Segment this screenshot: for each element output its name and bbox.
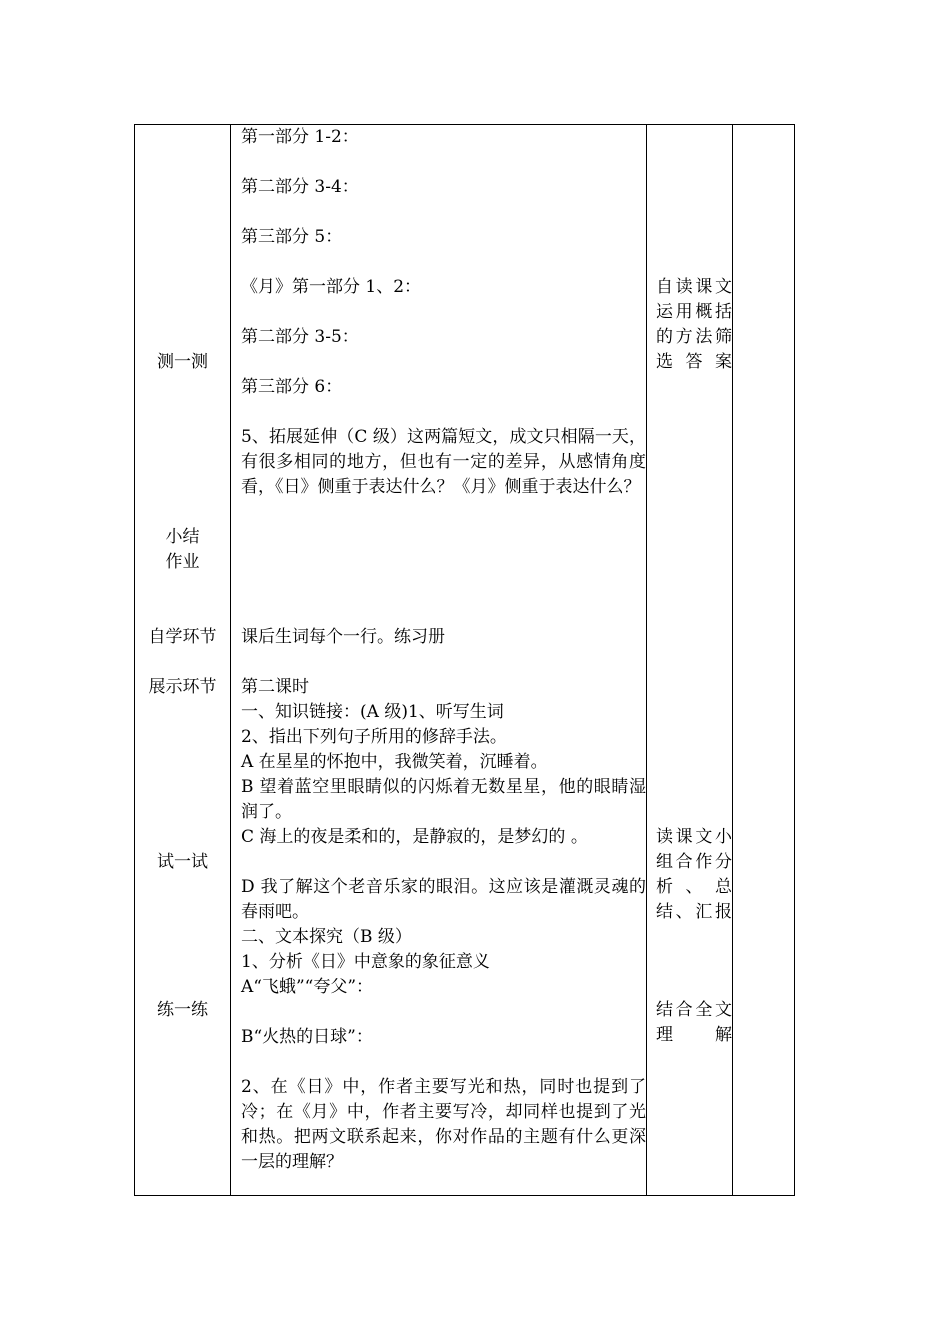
inquiry-task-2: 2、在《日》中，作者主要写光和热，同时也提到了冷；在《月》中，作者主要写冷，却同样也提到了光和热。把两文联系起来，你对作品的主题有什么更深一层的理解？ — [241, 1077, 646, 1172]
part-2: 第二部分 3-4： — [241, 177, 359, 197]
method-2-text: 读课文小组合作分析、总结、汇报 — [656, 827, 732, 922]
homework-text: 课后生词每个一行。练习册 — [241, 627, 445, 647]
question-5: 5、拓展延伸（C 级）这两篇短文，成文只相隔一天，有很多相同的地方，但也有一定的差异，从感情角度看，《日》侧重于表达什么？《月》侧重于表达什么？ — [241, 427, 646, 497]
yue-part-3: 第三部分 6： — [241, 377, 343, 397]
text-inquiry-heading: 二、文本探究（B 级） — [241, 927, 412, 947]
yue-part-2: 第二部分 3-5： — [241, 327, 359, 347]
lesson-plan-table — [134, 124, 795, 1196]
column-divider — [230, 125, 231, 1195]
sentence-d: D 我了解这个老音乐家的眼泪。这应该是灌溉灵魂的春雨吧。 — [241, 877, 646, 922]
column-divider — [646, 125, 647, 1195]
column-divider — [732, 125, 733, 1195]
sentence-b: B 望着蓝空里眼睛似的闪烁着无数星星，他的眼睛湿润了。 — [241, 777, 646, 822]
method-1 — [656, 275, 732, 375]
sentence-c: C 海上的夜是柔和的，是静寂的，是梦幻的 。 — [241, 827, 588, 847]
item-a: A“飞蛾”“夸父”： — [241, 977, 374, 997]
inquiry-task-1: 1、分析《日》中意象的象征意义 — [241, 952, 490, 972]
sentence-a: A 在星星的怀抱中，我微笑着，沉睡着。 — [241, 752, 548, 772]
method-3-text: 结合全文理解 — [656, 1000, 732, 1045]
method-3 — [656, 998, 732, 1048]
item-b: B“火热的日球”： — [241, 1027, 373, 1047]
lesson-2-heading: 第二课时 — [241, 677, 309, 697]
label-zuoye: 作业 — [165, 552, 200, 572]
label-xiaojie: 小结 — [165, 527, 200, 547]
knowledge-link: 一、知识链接：(A 级)1、听写生词 — [241, 702, 504, 722]
method-2 — [656, 825, 732, 925]
method-1-text: 自读课文运用概括的方法筛选答案 — [656, 277, 732, 372]
yue-part-1: 《月》第一部分 1、2： — [241, 277, 422, 297]
rhetoric-task: 2、指出下列句子所用的修辞手法。 — [241, 727, 507, 747]
part-3: 第三部分 5： — [241, 227, 343, 247]
label-zixue: 自学环节 — [148, 627, 217, 647]
label-lian-yi-lian: 练一练 — [157, 1000, 208, 1020]
label-shi-yi-shi: 试一试 — [157, 852, 208, 872]
label-ce-yi-ce: 测一测 — [157, 352, 208, 372]
label-zhanshi: 展示环节 — [148, 677, 217, 697]
part-1: 第一部分 1-2： — [241, 127, 359, 147]
